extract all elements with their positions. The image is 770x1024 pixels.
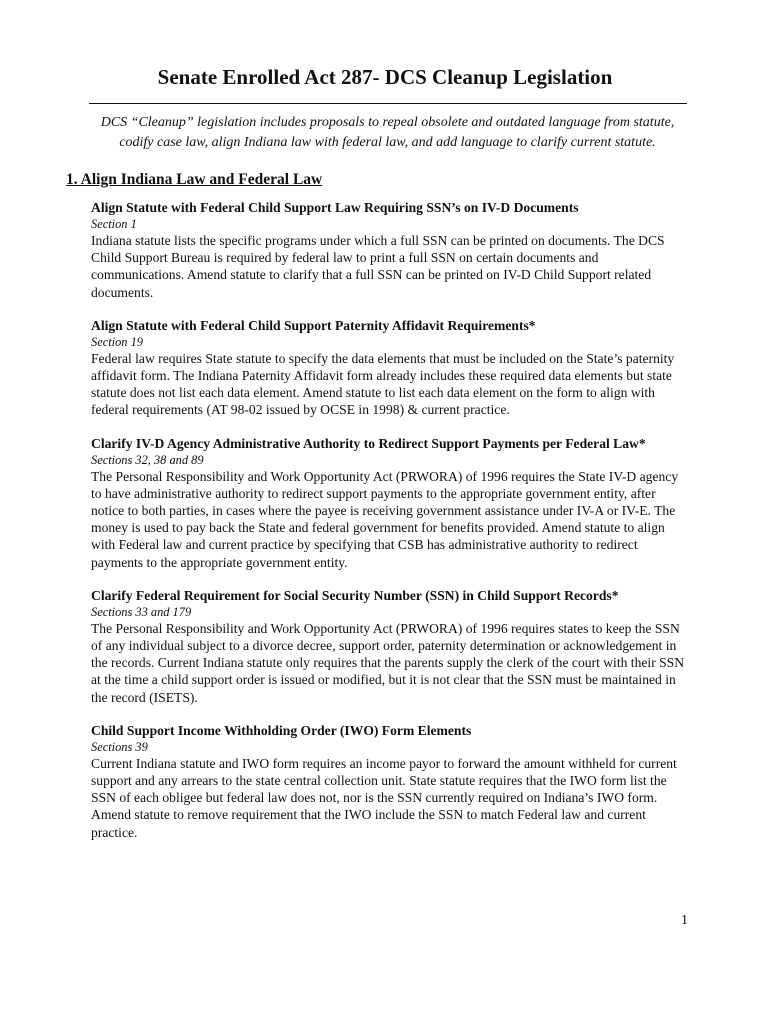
list-item bbox=[91, 199, 685, 301]
list-item bbox=[91, 435, 685, 571]
item-list bbox=[91, 199, 685, 857]
item-section-ref: Section 1 bbox=[91, 217, 137, 231]
item-body: The Personal Responsibility and Work Opportunity Act (PRWORA) of 1996 requires states to keep the SSN of any individual subject to a divorce decree, support order, paternity determination or acknowledgement in the records. Current Indiana statute only requires that the parents supply the clerk of the court with their SSN at the time a child support order is issued or modified, but it is not clear that the SSN must be maintained in the record (ISETS). bbox=[91, 620, 685, 705]
item-section-ref: Sections 32, 38 and 89 bbox=[91, 452, 204, 467]
item-section-ref: Sections 39 bbox=[91, 739, 148, 754]
document-title: Senate Enrolled Act 287- DCS Cleanup Legislation bbox=[157, 65, 613, 89]
page-number: 1 bbox=[681, 913, 688, 928]
item-title: Clarify Federal Requirement for Social Security Number (SSN) in Child Support Records* bbox=[91, 587, 619, 603]
item-body: The Personal Responsibility and Work Opportunity Act (PRWORA) of 1996 requires the State IV-D agency to have administrative authority to redirect support payments to the appropriate government entity, after notice to both parties, in cases where the payee is receiving government assistance under IV-A or IV-E. The money is used to pay back the State and federal government for benefits provided. Amend statute to align with Federal law and current practice by specifying that CSB has administrative authority to redirect payments to the appropriate government entity. bbox=[91, 468, 679, 570]
title-divider bbox=[89, 103, 687, 104]
item-body: Current Indiana statute and IWO form requires an income payor to forward the amount withheld for current support and any arrears to the state central collection unit. State statute requires that the IWO form list the SSN of each obligee but federal law does not, nor is the SSN currently required on Indiana’s IWO form. Amend statute to remove requirement that the IWO include the SSN to match Federal law and current practice. bbox=[91, 755, 677, 840]
item-title: Align Statute with Federal Child Support Law Requiring SSN’s on IV-D Documents bbox=[91, 200, 579, 215]
item-title: Child Support Income Withholding Order (IWO) Form Elements bbox=[91, 722, 472, 738]
intro-paragraph: DCS “Cleanup” legislation includes proposals to repeal obsolete and outdated language from statute, codify case law, align Indiana law with federal law, and add language to clarify current statute. bbox=[100, 115, 675, 150]
list-item bbox=[91, 587, 685, 706]
item-body: Indiana statute lists the specific programs under which a full SSN can be printed on documents. The DCS Child Support Bureau is required by federal law to print a full SSN on certain documents and communications. Amend statute to clarify that a full SSN can be printed on IV-D Child Support related documents. bbox=[91, 233, 665, 300]
item-body: Federal law requires State statute to specify the data elements that must be included on the State’s paternity affidavit form. The Indiana Paternity Affidavit form already includes these required data elements but state statute does not list each data element. Amend statute to list each data element on the form to align with federal requirements (AT 98-02 issued by OCSE in 1998) & current practice. bbox=[91, 350, 675, 418]
section-heading: 1. Align Indiana Law and Federal Law bbox=[66, 171, 323, 188]
item-section-ref: Sections 33 and 179 bbox=[91, 604, 192, 619]
item-title: Clarify IV-D Agency Administrative Authority to Redirect Support Payments per Federal Law* bbox=[91, 435, 646, 451]
item-title: Align Statute with Federal Child Support Paternity Affidavit Requirements* bbox=[91, 317, 536, 333]
item-section-ref: Section 19 bbox=[91, 334, 143, 349]
list-item bbox=[91, 722, 685, 841]
list-item bbox=[91, 317, 685, 419]
